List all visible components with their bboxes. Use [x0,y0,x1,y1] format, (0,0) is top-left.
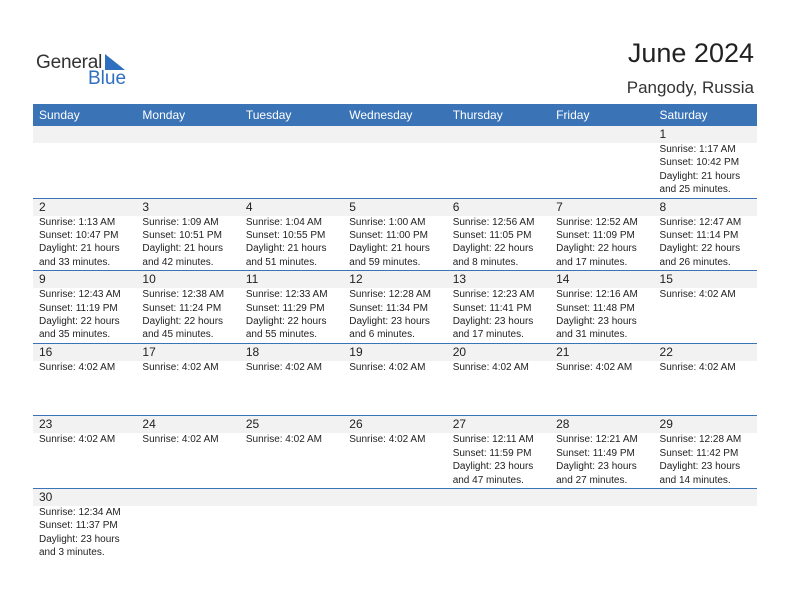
day-number: 28 [556,417,570,432]
day-number [142,126,239,143]
day-info-line: and 8 minutes. [452,256,519,268]
day-cell [343,271,446,343]
day-info-line: Sunset: 11:19 PM [39,302,118,314]
day-info-line: Sunset: 10:42 PM [659,157,740,169]
weekday-header-monday: Monday [142,108,186,122]
week-row [33,344,757,417]
day-info-line: Daylight: 22 hours [452,243,534,255]
day-number [349,126,446,143]
day-cell [654,344,757,416]
day-info-line: Sunset: 11:29 PM [245,302,325,314]
day-cell [447,489,550,562]
day-info-line: and 42 minutes. [142,256,214,268]
day-info-line: and 3 minutes. [39,547,105,559]
day-info-line: Daylight: 23 hours [452,316,534,327]
logo-text-general: General [36,52,103,73]
day-info-line: Sunset: 10:47 PM [39,230,119,241]
day-number [246,126,343,143]
day-number: 12 [349,272,363,287]
day-info-line: Daylight: 21 hours [142,243,224,255]
day-number [453,126,550,143]
day-info-line: Sunrise: 4:02 AM [142,434,219,446]
day-cell [343,344,446,416]
day-cell [240,199,343,271]
day-number [349,489,446,506]
day-info-line: Sunset: 11:00 PM [349,230,429,241]
week-row [33,199,757,272]
day-info-line: Sunrise: 12:11 AM [452,434,534,446]
day-number: 18 [245,344,260,359]
day-info-line: Sunset: 11:41 PM [452,302,532,314]
day-info-line: Daylight: 23 hours [659,461,741,473]
day-info-line: Sunrise: 12:28 AM [349,289,431,301]
flag-icon [105,54,125,70]
calendar-grid [33,104,757,562]
day-cell [33,344,136,416]
day-cell [447,126,550,198]
day-info-line: Sunrise: 4:02 AM [349,361,426,373]
day-number: 7 [556,199,563,214]
day-number: 9 [39,272,46,287]
day-info-line: Sunset: 11:05 PM [452,230,532,241]
week-row [33,126,757,199]
day-info-line: Sunrise: 12:43 AM [39,289,121,301]
day-number: 8 [659,199,667,214]
calendar-weeks [33,126,757,562]
day-info-line: and 31 minutes. [556,329,628,341]
day-cell [343,489,446,562]
day-number [660,489,757,506]
day-info-line: Sunset: 10:55 PM [245,230,326,241]
day-info-line: Daylight: 23 hours [556,316,637,327]
weekday-header-row [33,104,757,126]
day-number: 10 [142,272,156,287]
day-number: 22 [659,344,673,359]
day-info-line: and 55 minutes. [245,329,318,341]
day-cell [550,199,653,271]
logo-text-blue: Blue [88,68,127,89]
day-cell [654,489,757,562]
day-info-line: Sunrise: 4:02 AM [556,361,633,373]
day-info-line: Sunrise: 1:09 AM [142,216,219,228]
day-info-line: Sunrise: 4:02 AM [39,434,116,446]
day-info-line: Sunrise: 12:34 AM [39,506,121,518]
day-number: 20 [452,344,467,359]
day-cell [33,416,136,488]
day-info-line: Sunrise: 12:38 AM [142,289,225,301]
day-info-line: Daylight: 21 hours [245,243,327,255]
day-number: 23 [39,417,53,432]
day-number: 2 [39,199,46,214]
day-info-line: Sunset: 11:09 PM [556,230,635,241]
weekday-header-sunday: Sunday [39,108,80,122]
day-cell [447,416,550,488]
day-number: 1 [659,127,667,141]
page-title: June 2024 [627,38,754,68]
day-info-line: and 33 minutes. [39,256,111,268]
day-info-line: Sunset: 11:49 PM [556,447,635,459]
day-info-line: and 17 minutes. [556,256,628,268]
day-info-line: Sunset: 11:14 PM [659,230,739,241]
day-info-line: and 6 minutes. [349,329,415,341]
day-info-line: and 17 minutes. [452,329,524,341]
day-info-line: Sunrise: 1:00 AM [349,216,426,228]
day-info-line: Sunset: 11:59 PM [452,447,532,459]
day-info-line: Daylight: 22 hours [142,316,224,327]
day-number [453,489,550,506]
day-number: 19 [349,344,363,359]
day-cell [654,126,757,198]
day-cell [136,126,239,198]
day-info-line: Sunrise: 1:04 AM [245,216,322,228]
day-info-line: Daylight: 23 hours [39,533,120,545]
day-info-line: Daylight: 21 hours [659,170,741,182]
day-number: 21 [556,344,570,359]
day-cell [343,126,446,198]
weekday-header-friday: Friday [556,108,590,122]
day-number: 17 [142,344,156,359]
day-cell [654,416,757,488]
day-number [556,489,653,506]
day-info-line: Sunrise: 4:02 AM [142,361,219,373]
week-row [33,416,757,489]
day-number: 25 [245,417,260,432]
day-info-line: Sunrise: 4:02 AM [659,289,736,301]
day-info-line: Sunrise: 12:21 AM [556,434,638,446]
day-info-line: Sunset: 11:48 PM [556,302,635,314]
day-info-line: Sunrise: 12:16 AM [556,289,638,301]
day-cell [33,126,136,198]
day-number: 26 [349,417,363,432]
day-info-line: Sunrise: 12:28 AM [659,434,742,446]
day-info-line: Sunrise: 4:02 AM [245,361,322,373]
day-number: 13 [452,272,467,287]
day-info-line: Sunset: 11:34 PM [349,302,429,314]
location-label: Pangody, Russia [626,78,754,97]
day-cell [240,489,343,562]
day-number: 30 [39,489,53,504]
day-info-line: Sunset: 11:42 PM [659,447,739,459]
day-info-line: Sunrise: 4:02 AM [39,361,116,373]
day-info-line: and 26 minutes. [659,256,731,268]
day-info-line: Sunrise: 4:02 AM [452,361,529,373]
day-cell [240,416,343,488]
day-number: 24 [142,417,156,432]
day-cell [654,271,757,343]
day-cell [136,416,239,488]
day-cell [343,199,446,271]
day-info-line: Sunset: 10:51 PM [142,230,222,241]
day-info-line: Sunrise: 12:47 AM [659,216,742,228]
day-info-line: Sunrise: 4:02 AM [245,434,322,446]
day-number: 15 [659,272,673,287]
day-number: 16 [39,344,53,359]
day-info-line: Daylight: 21 hours [39,243,120,255]
logo [36,52,136,92]
day-info-line: and 51 minutes. [245,256,318,268]
day-number: 4 [245,199,253,214]
day-info-line: and 59 minutes. [349,256,421,268]
day-cell [33,199,136,271]
day-info-line: Daylight: 23 hours [556,461,637,473]
day-number [39,126,136,143]
day-info-line: and 47 minutes. [452,474,524,486]
day-info-line: Daylight: 22 hours [659,243,741,255]
day-info-line: and 25 minutes. [659,184,731,196]
day-info-line: Sunset: 11:24 PM [142,302,222,314]
day-info-line: Daylight: 22 hours [556,243,637,255]
day-cell [240,126,343,198]
day-cell [136,271,239,343]
day-info-line: and 27 minutes. [556,474,628,486]
day-info-line: Daylight: 22 hours [39,316,120,327]
day-cell [240,271,343,343]
day-cell [33,489,136,562]
day-info-line: Sunrise: 12:56 AM [452,216,535,228]
day-number: 5 [349,199,356,214]
day-number [142,489,239,506]
day-cell [550,416,653,488]
day-number: 14 [556,272,570,287]
day-info-line: Sunset: 11:37 PM [39,520,118,532]
day-number: 3 [142,199,150,214]
day-cell [447,271,550,343]
day-cell [447,344,550,416]
day-info-line: Sunrise: 4:02 AM [659,361,736,373]
day-number [556,126,653,143]
day-info-line: Daylight: 22 hours [245,316,327,327]
day-cell [33,271,136,343]
day-info-line: Sunrise: 12:23 AM [452,289,535,301]
day-cell [136,199,239,271]
day-number: 27 [452,417,467,432]
day-info-line: Sunrise: 1:13 AM [39,216,116,228]
day-info-line: Daylight: 23 hours [349,316,430,327]
day-info-line: Sunrise: 12:33 AM [245,289,328,301]
day-number: 11 [245,272,259,287]
weekday-header-wednesday: Wednesday [349,108,413,122]
day-cell [654,199,757,271]
day-cell [550,344,653,416]
weekday-header-saturday: Saturday [659,108,708,122]
day-info-line: Sunrise: 1:17 AM [659,144,736,155]
day-info-line: Daylight: 21 hours [349,243,430,255]
day-info-line: Sunrise: 12:52 AM [556,216,638,228]
day-number [246,489,343,506]
day-cell [136,344,239,416]
week-row [33,489,757,562]
day-number: 29 [659,417,673,432]
day-cell [136,489,239,562]
day-cell [240,344,343,416]
day-cell [447,199,550,271]
day-info-line: Daylight: 23 hours [452,461,534,473]
day-cell [343,416,446,488]
week-row [33,271,757,344]
day-info-line: and 14 minutes. [659,474,731,486]
weekday-header-tuesday: Tuesday [245,108,292,122]
day-number: 6 [452,199,460,214]
day-cell [550,271,653,343]
weekday-header-thursday: Thursday [452,108,503,122]
day-info-line: and 35 minutes. [39,329,111,341]
day-info-line: and 45 minutes. [142,329,214,341]
day-cell [550,126,653,198]
day-cell [550,489,653,562]
day-info-line: Sunrise: 4:02 AM [349,434,426,446]
